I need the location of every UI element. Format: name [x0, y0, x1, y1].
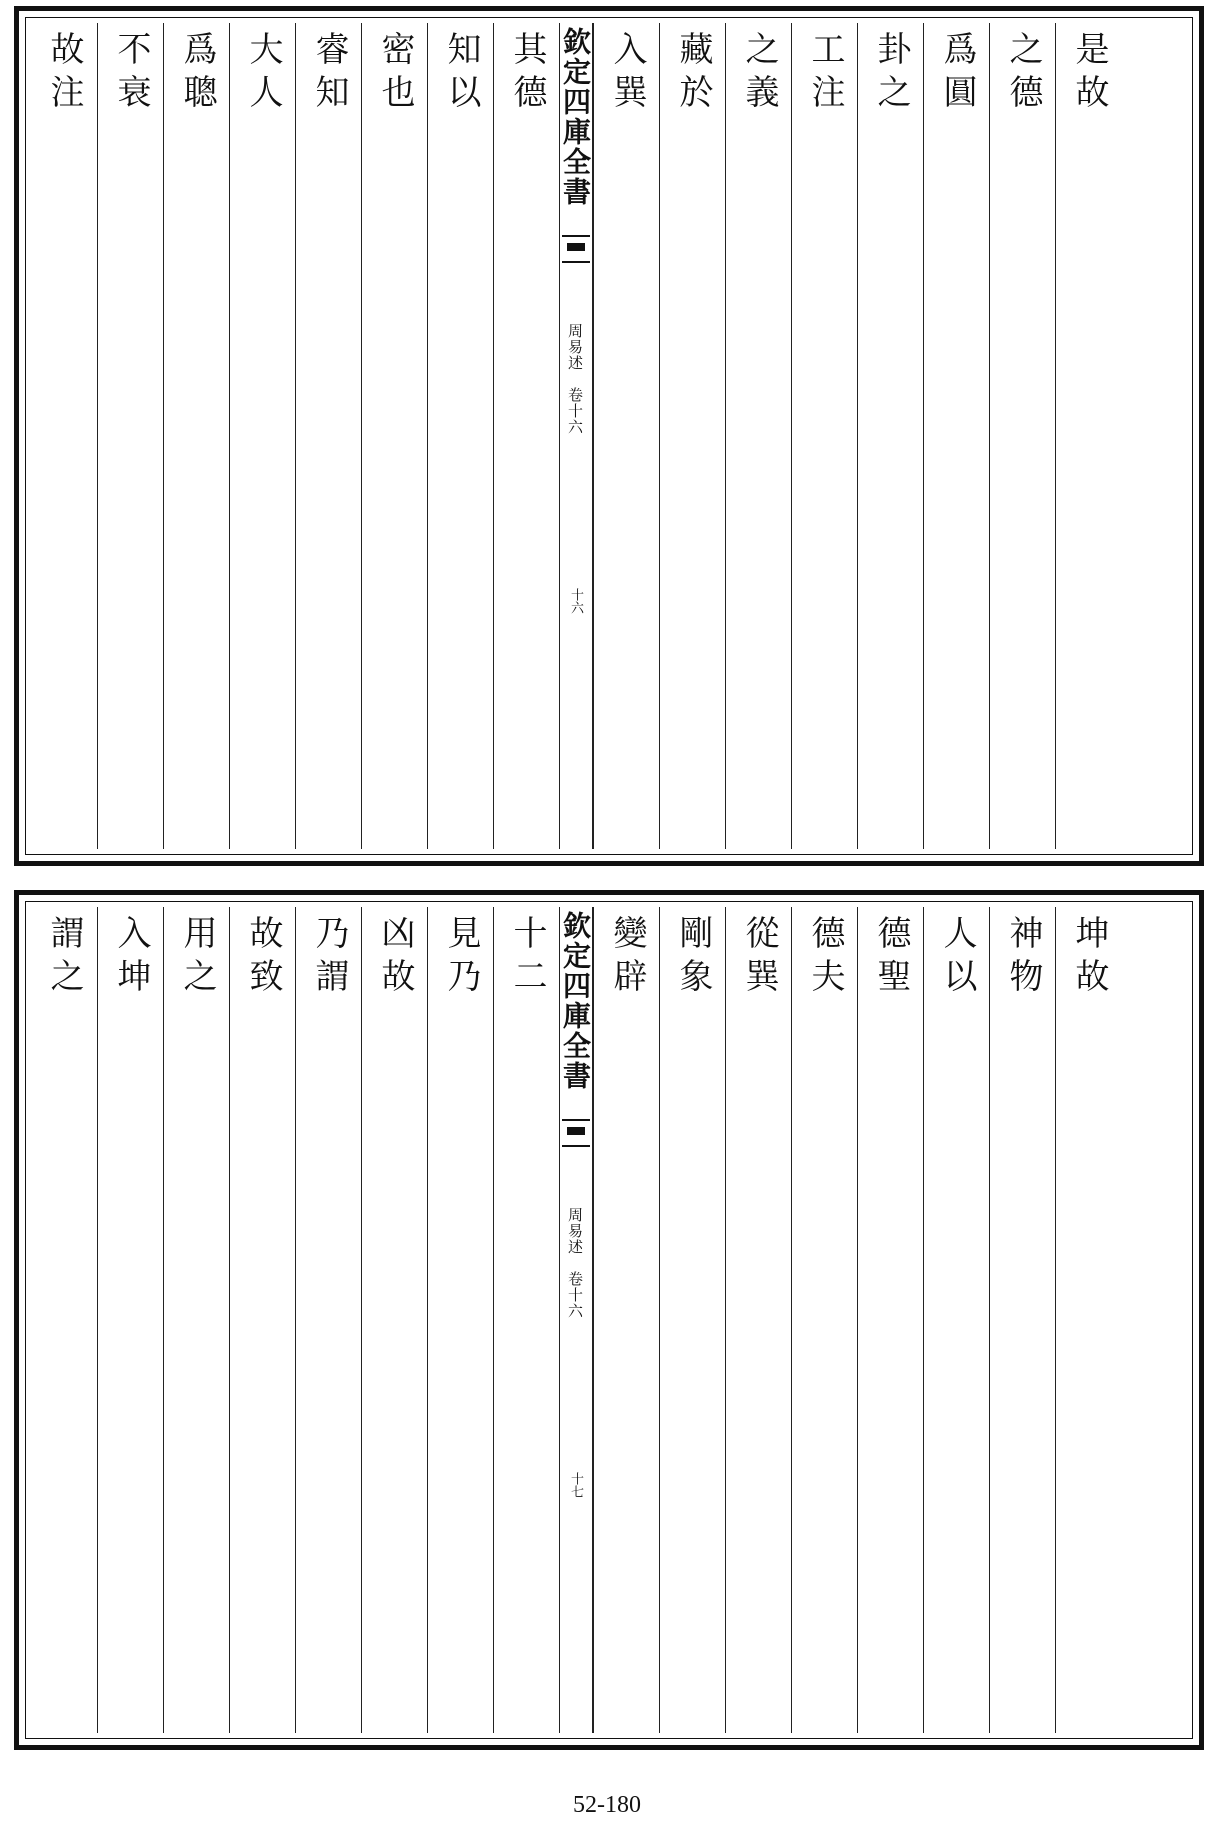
- top-left-col-5: 大人: [229, 23, 295, 849]
- volume-label: 周易述 卷十六: [566, 323, 584, 435]
- top-right-col-7: 藏於: [659, 23, 725, 849]
- bottom-left-col-3: 凶故: [361, 907, 427, 1733]
- top-left-col-1: 其德: [493, 23, 559, 849]
- page-number: 十七: [568, 1472, 583, 1498]
- fishtail-mark: [562, 1119, 590, 1147]
- volume-label: 周易述 卷十六: [566, 1207, 584, 1319]
- top-left-col-2: 知以: [427, 23, 493, 849]
- bottom-right-col-5: 德夫: [791, 907, 857, 1733]
- top-right-col-2: 之德: [989, 23, 1055, 849]
- top-right-col-8: 入巽: [593, 23, 659, 849]
- top-center-fold: [559, 23, 593, 849]
- bottom-left-col-5: 故致: [229, 907, 295, 1733]
- bottom-right-col-6: 從巽: [725, 907, 791, 1733]
- top-left-col-4: 睿知: [295, 23, 361, 849]
- top-text-grid: [31, 23, 1187, 849]
- top-right-col-5: 工注: [791, 23, 857, 849]
- top-right-col-4: 卦之: [857, 23, 923, 849]
- fishtail-mark: [562, 235, 590, 263]
- bottom-left-col-7: 入坤: [97, 907, 163, 1733]
- top-right-col-6: 之義: [725, 23, 791, 849]
- bottom-right-col-7: 剛象: [659, 907, 725, 1733]
- bottom-left-col-4: 乃謂: [295, 907, 361, 1733]
- bottom-left-col-6: 用之: [163, 907, 229, 1733]
- top-left-col-3: 密也: [361, 23, 427, 849]
- bottom-right-col-8: 變辟: [593, 907, 659, 1733]
- bottom-left-col-2: 見乃: [427, 907, 493, 1733]
- bottom-right-col-2: 神物: [989, 907, 1055, 1733]
- top-right-col-3: 爲圓: [923, 23, 989, 849]
- book-collection-title: 欽定四庫全書: [559, 911, 592, 1091]
- top-left-col-6: 爲聰: [163, 23, 229, 849]
- page-number: 十六: [568, 588, 583, 614]
- top-left-col-8: 故注: [44, 31, 84, 117]
- bottom-right-col-4: 德聖: [857, 907, 923, 1733]
- bottom-right-col-1: 坤故: [1055, 907, 1121, 1733]
- book-collection-title: 欽定四庫全書: [559, 27, 592, 207]
- page-footer-label: 52-180: [573, 1792, 641, 1818]
- bottom-text-grid: [31, 907, 1187, 1733]
- bottom-right-col-3: 人以: [923, 907, 989, 1733]
- bottom-page: [14, 890, 1204, 1750]
- top-right-col-1: 是故: [1055, 23, 1121, 849]
- bottom-center-fold: [559, 907, 593, 1733]
- bottom-left-col-8: 謂之: [44, 915, 84, 1001]
- top-left-col-7: 不衰: [97, 23, 163, 849]
- top-page: [14, 6, 1204, 866]
- bottom-left-col-1: 十二: [493, 907, 559, 1733]
